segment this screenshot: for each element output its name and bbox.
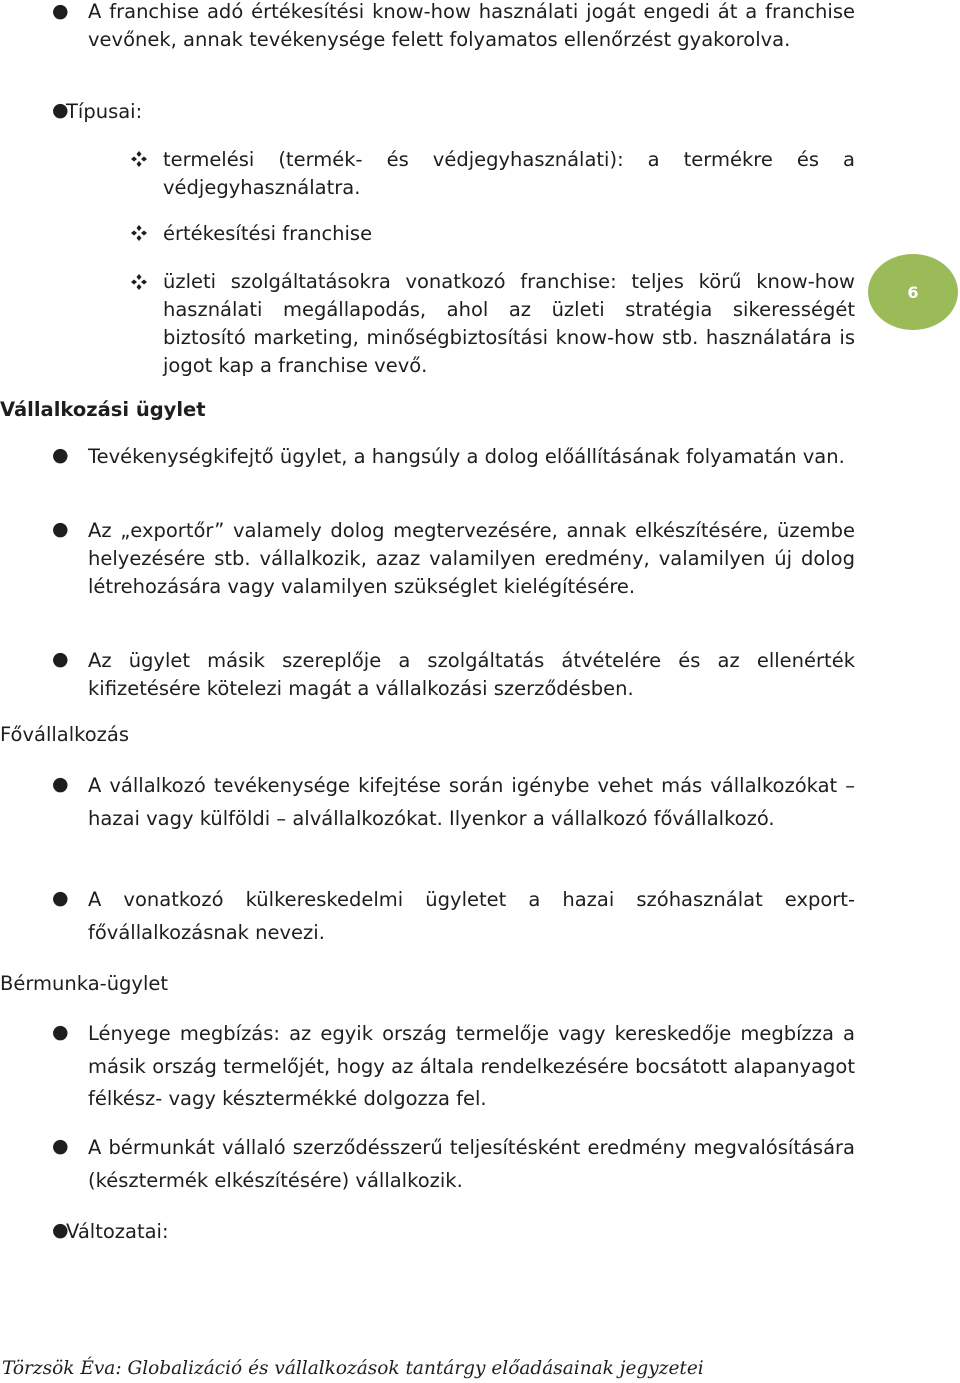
list-item (88, 884, 855, 949)
bullet-icon (52, 518, 69, 540)
paragraph: Az „exportőr” valamely dolog megtervezésére, annak elkészítésére, üzembe helyezésére stb. vállalkozik, azaz valamilyen eredmény, valamilyen új dolog létrehozására vagy valamilyen szükséglet kielégítésére. (88, 519, 855, 598)
franchise-type-item (163, 268, 855, 380)
paragraph: üzleti szolgáltatásokra vonatkozó franchise: teljes körű know-how használati megállapodás, ahol az üzleti stratégia sikerességét biztosító marketing, minőségbiztosítási know-how stb. használatára is jogot kap a franchise vevő. (163, 270, 855, 377)
section-heading: Vállalkozási ügylet (0, 398, 206, 421)
list-item (88, 1132, 855, 1197)
page-footer: Törzsök Éva: Globalizáció és vállalkozások tantárgy előadásainak jegyzetei (2, 1358, 704, 1379)
bullet-icon (52, 773, 69, 795)
bullet-icon (52, 1135, 69, 1157)
bullet-icon (52, 1021, 69, 1043)
bullet-icon (52, 0, 69, 22)
list-item (88, 647, 855, 703)
paragraph: A vonatkozó külkereskedelmi ügyletet a hazai szóhasználat export-fővállalkozásnak nevezi. (88, 888, 855, 944)
paragraph: Az ügylet másik szereplője a szolgáltatás átvételére és az ellenérték kifizetésére kötelezi magát a vállalkozási szerződésben. (88, 649, 855, 700)
section-heading: Fővállalkozás (0, 723, 130, 746)
list-item (88, 1018, 855, 1116)
paragraph: A franchise adó értékesítési know-how használati jogát engedi át a franchise vevőnek, annak tevékenysége felett folyamatos ellenőrzést gyakorolva. (88, 0, 855, 51)
bullet-icon (52, 887, 69, 909)
paragraph: A vállalkozó tevékenysége kifejtése során igénybe vehet más vállalkozókat – hazai vagy külföldi – alvállalkozókat. Ilyenkor a vállalkozó fővállalkozó. (88, 774, 855, 830)
diamond-bullet-icon (130, 224, 148, 242)
paragraph: értékesítési franchise (163, 222, 373, 245)
diamond-bullet-icon (130, 150, 148, 168)
diamond-bullet-icon (130, 273, 148, 291)
types-label: Típusai: (66, 100, 143, 123)
franchise-definition (88, 0, 855, 54)
section-heading: Bérmunka-ügylet (0, 972, 169, 995)
bullet-icon (52, 444, 69, 466)
franchise-type-item (163, 220, 855, 248)
page-number-badge: 6 (868, 254, 958, 330)
list-item (88, 443, 855, 471)
paragraph: termelési (termék- és védjegyhasználati): a termékre és a védjegyhasználatra. (163, 148, 855, 199)
list-item (88, 517, 855, 601)
franchise-type-item (163, 146, 855, 202)
list-item (88, 770, 855, 835)
variants-label: Változatai: (66, 1220, 169, 1243)
paragraph: Tevékenységkifejtő ügylet, a hangsúly a dolog előállításának folyamatán van. (88, 445, 845, 468)
bullet-icon (52, 648, 69, 670)
paragraph: Lényege megbízás: az egyik ország termelője vagy kereskedője megbízza a másik ország termelőjét, hogy az általa rendelkezésére bocsátott alapanyagot félkész- vagy késztermékké dolgozza fel. (88, 1022, 855, 1110)
paragraph: A bérmunkát vállaló szerződésszerű teljesítésként eredmény megvalósítására (késztermék elkészítésére) vállalkozik. (88, 1136, 855, 1192)
